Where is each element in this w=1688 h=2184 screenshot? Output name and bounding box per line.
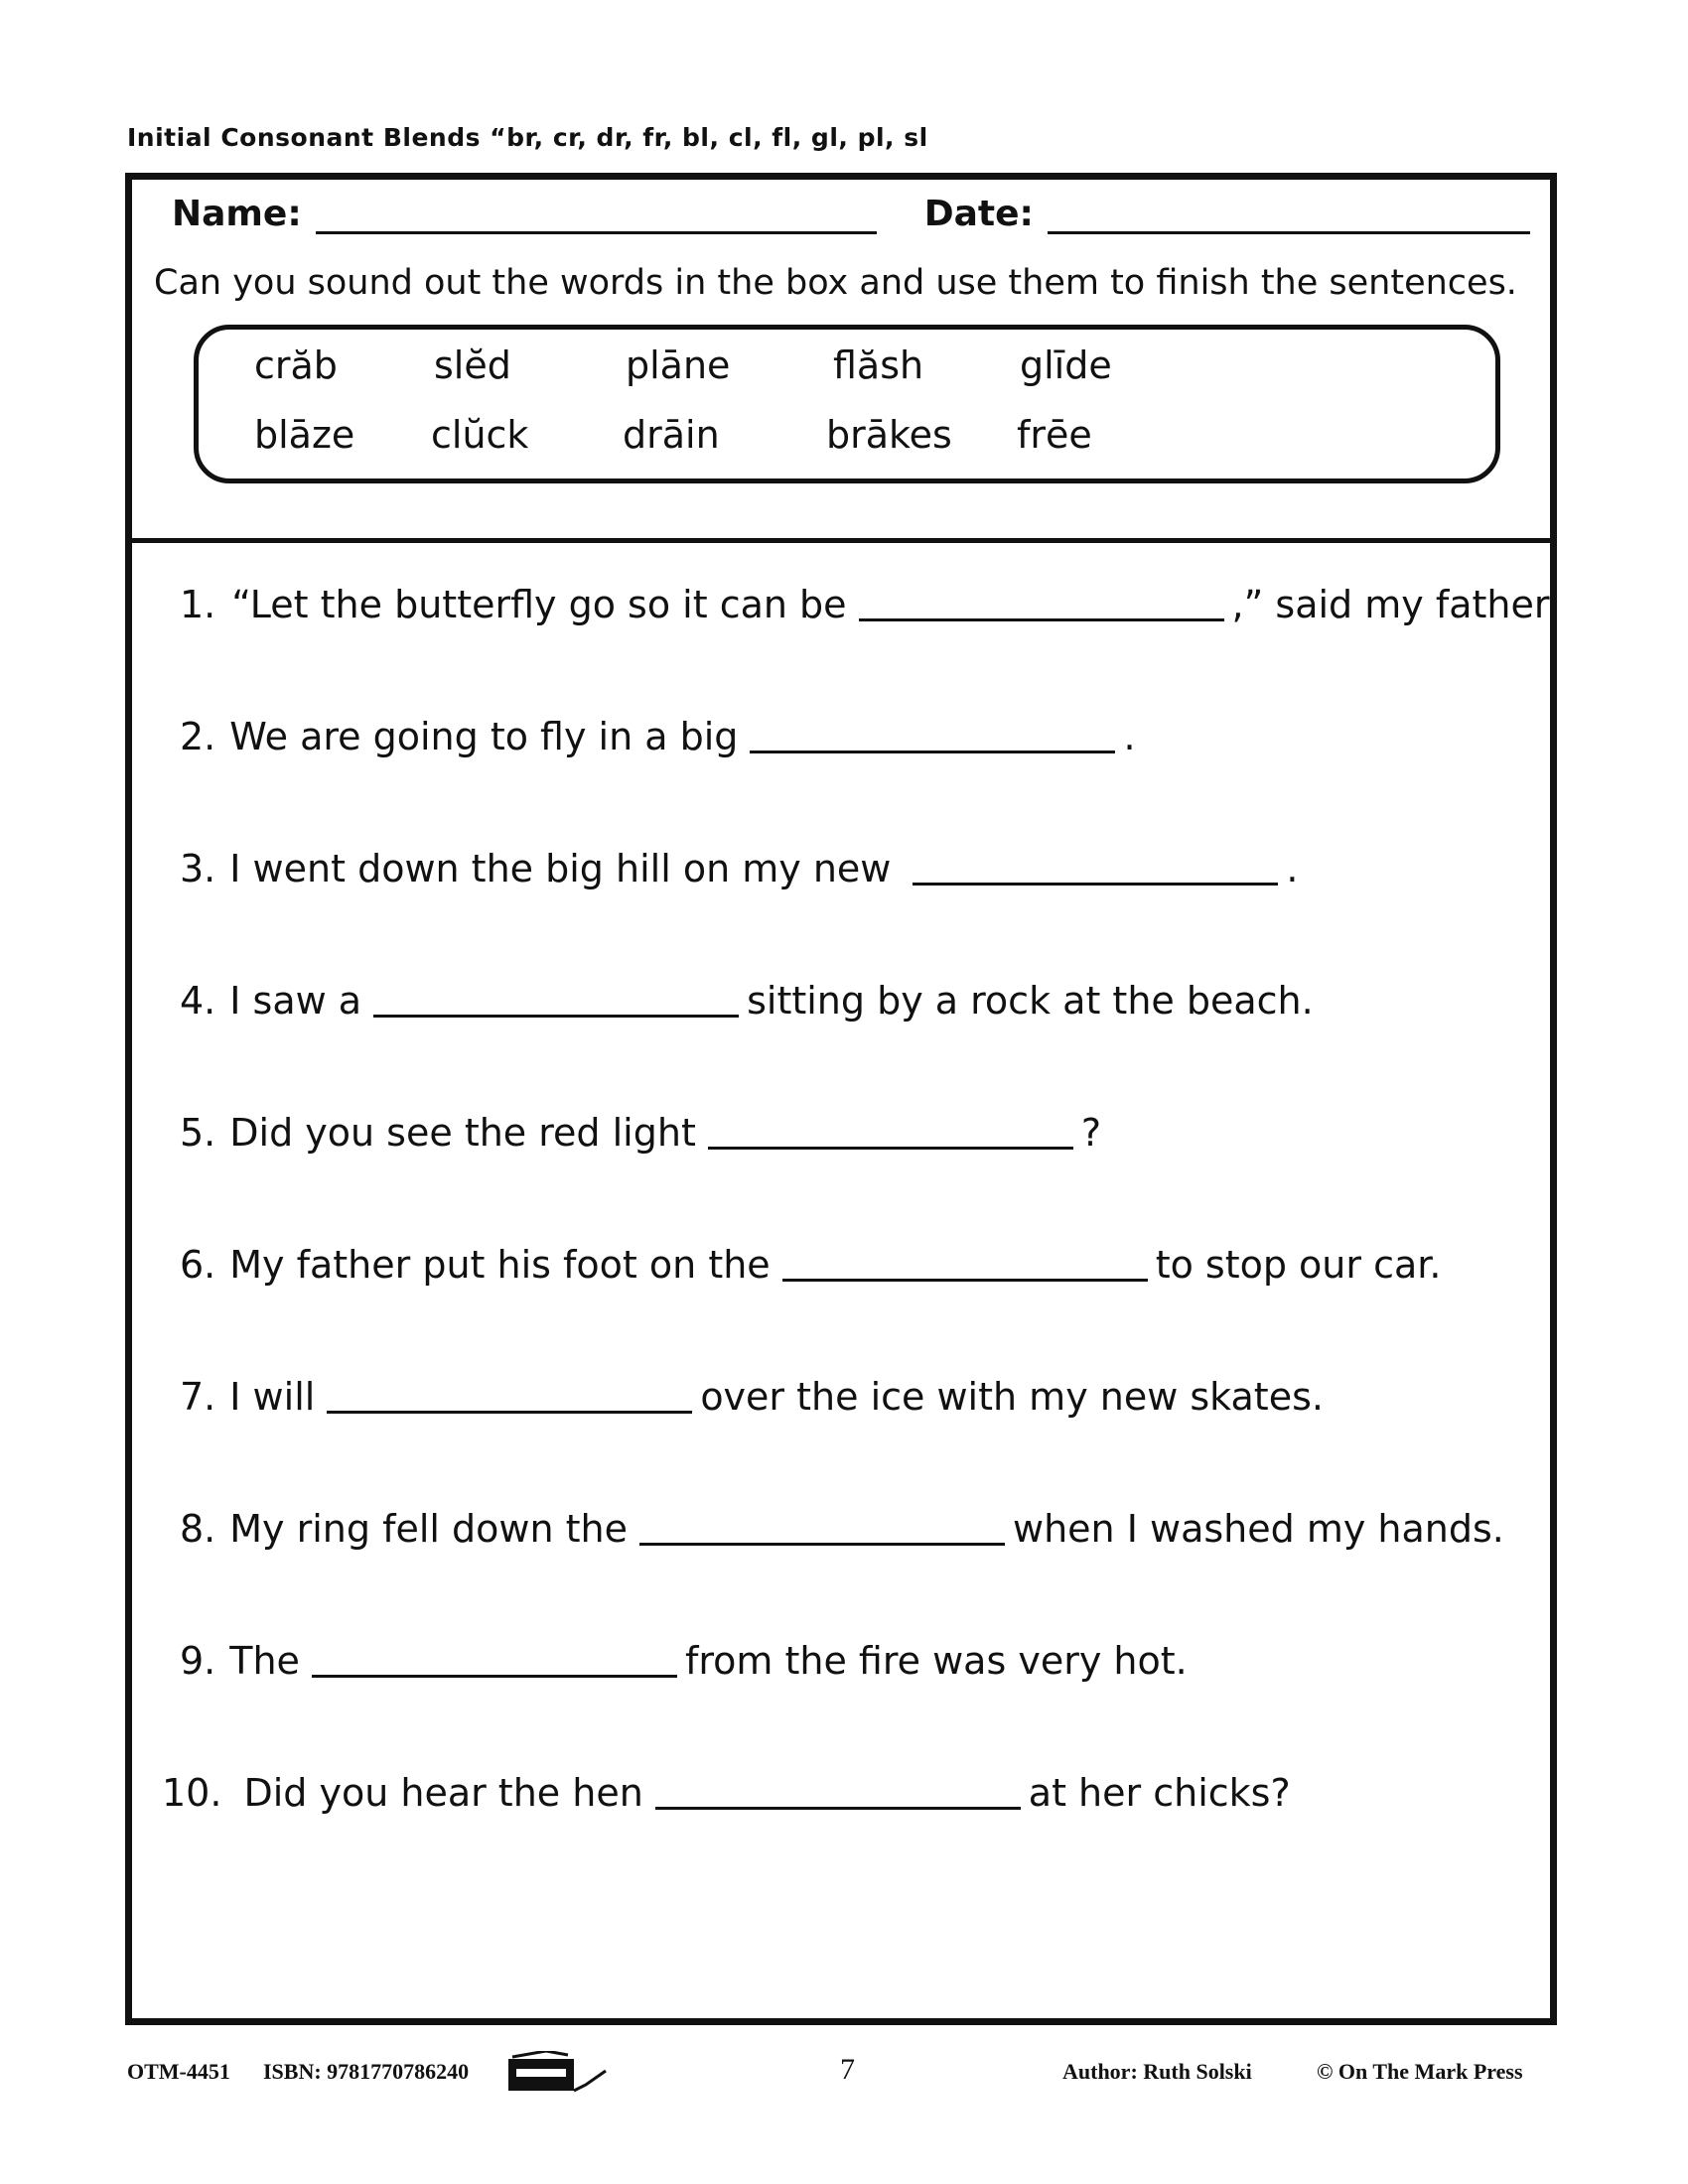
name-label: Name:: [172, 194, 302, 234]
sentence-text-before: I saw a: [229, 979, 362, 1023]
sentence-text-before: Did you see the red light: [229, 1111, 696, 1155]
sentence-9: [180, 1639, 1188, 1683]
word-box-item: plāne: [626, 343, 731, 387]
isbn: ISBN: 9781770786240: [263, 2059, 470, 2084]
sentence-1: [180, 583, 1558, 626]
sentence-number: 8.: [180, 1507, 216, 1551]
sentence-8: [180, 1507, 1504, 1551]
answer-blank[interactable]: [327, 1381, 692, 1414]
worksheet-frame: [125, 173, 1557, 2025]
page-footer: [0, 2049, 1688, 2099]
word-box-item: clŭck: [431, 413, 529, 457]
sentence-text-after: from the fire was very hot.: [684, 1639, 1188, 1683]
worksheet-title: Initial Consonant Blends “br, cr, dr, fr, bl, cl, fl, gl, pl, sl: [127, 123, 928, 152]
sentence-number: 3.: [180, 847, 216, 890]
top-section: [132, 180, 1550, 543]
sentence-text-after: over the ice with my new skates.: [700, 1375, 1324, 1419]
sentence-2: [180, 715, 1136, 758]
sentence-text-before: The: [229, 1639, 300, 1683]
sentence-number: 2.: [180, 715, 216, 758]
answer-blank[interactable]: [639, 1513, 1005, 1546]
sentence-text-before: I went down the big hill on my new: [229, 847, 892, 890]
sentence-text-after: .: [1286, 847, 1299, 890]
word-box-item: brākes: [826, 413, 952, 457]
publisher: © On The Mark Press: [1317, 2059, 1523, 2084]
sentence-10: [162, 1771, 1291, 1815]
word-box-item: drāin: [623, 413, 720, 457]
name-date-row: [172, 194, 1530, 234]
answer-blank[interactable]: [312, 1645, 677, 1678]
date-field[interactable]: [1048, 196, 1530, 234]
sentence-3: [180, 847, 1298, 890]
sentence-text-before: My father put his foot on the: [229, 1243, 771, 1287]
word-box-item: slĕd: [434, 343, 511, 387]
sentence-number: 7.: [180, 1375, 216, 1419]
answer-blank[interactable]: [859, 589, 1224, 621]
instructions: Can you sound out the words in the box and use them to finish the sentences.: [154, 263, 1517, 303]
sentence-text-before: “Let the butterfly go so it can be: [231, 583, 847, 626]
answer-blank[interactable]: [913, 853, 1278, 886]
sentence-text-before: We are going to fly in a big: [229, 715, 739, 758]
word-box-item: frēe: [1017, 413, 1092, 457]
word-box-item: flăsh: [833, 343, 924, 387]
sentence-text-before: I will: [229, 1375, 316, 1419]
sentence-number: 5.: [180, 1111, 216, 1155]
sentence-text-after: ?: [1080, 1111, 1102, 1155]
answer-blank[interactable]: [708, 1117, 1073, 1150]
sentence-4: [180, 979, 1314, 1023]
sentence-text-before: Did you hear the hen: [243, 1771, 643, 1815]
word-box-item: crăb: [254, 343, 338, 387]
word-box: [194, 325, 1500, 483]
page-number: 7: [840, 2053, 855, 2086]
word-box-item: glīde: [1020, 343, 1112, 387]
sentence-5: [180, 1111, 1101, 1155]
answer-blank[interactable]: [750, 721, 1115, 753]
sentence-text-after: when I washed my hands.: [1013, 1507, 1504, 1551]
sentence-number: 1.: [180, 583, 216, 626]
printing-press-icon: [506, 2051, 610, 2097]
product-code: OTM-4451: [127, 2059, 230, 2084]
sentence-number: 6.: [180, 1243, 216, 1287]
sentence-text-after: .: [1123, 715, 1136, 758]
date-label: Date:: [923, 194, 1034, 234]
answer-blank[interactable]: [373, 985, 739, 1018]
sentence-text-before: My ring fell down the: [229, 1507, 629, 1551]
sentence-text-after: at her chicks?: [1028, 1771, 1291, 1815]
sentence-text-after: to stop our car.: [1155, 1243, 1442, 1287]
sentence-7: [180, 1375, 1324, 1419]
sentence-text-after: ,” said my father.: [1231, 583, 1559, 626]
sentence-text-after: sitting by a rock at the beach.: [747, 979, 1314, 1023]
name-field[interactable]: [316, 196, 877, 234]
sentence-number: 9.: [180, 1639, 216, 1683]
author: Author: Ruth Solski: [1062, 2059, 1252, 2084]
answer-blank[interactable]: [782, 1249, 1148, 1282]
sentence-number: 10.: [162, 1771, 222, 1815]
answer-blank[interactable]: [655, 1777, 1021, 1810]
sentence-number: 4.: [180, 979, 216, 1023]
word-box-item: blāze: [254, 413, 355, 457]
sentence-6: [180, 1243, 1442, 1287]
